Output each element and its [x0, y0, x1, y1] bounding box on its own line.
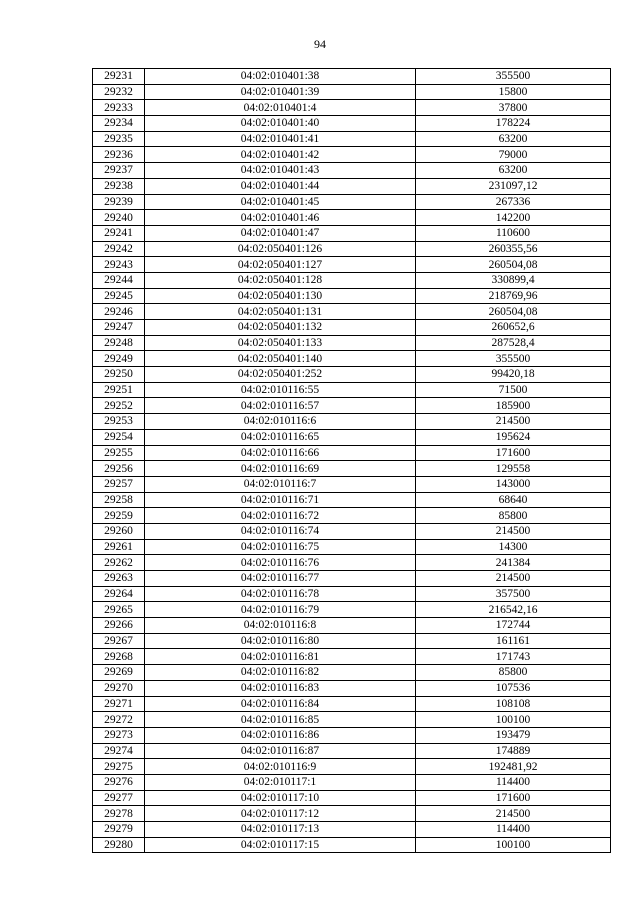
cadastral-number-cell: 04:02:010116:77: [145, 571, 416, 587]
row-number-cell: 29233: [93, 100, 145, 116]
table-row: [93, 523, 611, 539]
value-cell: 216542,16: [416, 602, 611, 618]
value-cell: 260504,08: [416, 304, 611, 320]
table-row: [93, 398, 611, 414]
table-row: [93, 131, 611, 147]
cadastral-number-cell: 04:02:010117:15: [145, 837, 416, 853]
cadastral-number-cell: 04:02:010116:84: [145, 696, 416, 712]
cadastral-number-cell: 04:02:010116:79: [145, 602, 416, 618]
cadastral-number-cell: 04:02:010401:45: [145, 194, 416, 210]
cadastral-number-cell: 04:02:010401:40: [145, 116, 416, 132]
cadastral-number-cell: 04:02:010401:47: [145, 225, 416, 241]
value-cell: 214500: [416, 571, 611, 587]
table-row: [93, 492, 611, 508]
table-row: [93, 774, 611, 790]
row-number-cell: 29266: [93, 618, 145, 634]
row-number-cell: 29278: [93, 806, 145, 822]
table-row: [93, 147, 611, 163]
row-number-cell: 29275: [93, 759, 145, 775]
table-row: [93, 257, 611, 273]
value-cell: 110600: [416, 225, 611, 241]
table-row: [93, 414, 611, 430]
cadastral-number-cell: 04:02:050401:131: [145, 304, 416, 320]
row-number-cell: 29245: [93, 288, 145, 304]
row-number-cell: 29267: [93, 633, 145, 649]
cadastral-number-cell: 04:02:010401:38: [145, 69, 416, 85]
table-row: [93, 225, 611, 241]
value-cell: 63200: [416, 131, 611, 147]
row-number-cell: 29276: [93, 774, 145, 790]
cadastral-number-cell: 04:02:010116:87: [145, 743, 416, 759]
row-number-cell: 29280: [93, 837, 145, 853]
value-cell: 107536: [416, 680, 611, 696]
value-cell: 267336: [416, 194, 611, 210]
row-number-cell: 29257: [93, 476, 145, 492]
value-cell: 142200: [416, 210, 611, 226]
value-cell: 355500: [416, 351, 611, 367]
table-row: [93, 539, 611, 555]
table-row: [93, 508, 611, 524]
cadastral-number-cell: 04:02:010401:43: [145, 163, 416, 179]
row-number-cell: 29231: [93, 69, 145, 85]
value-cell: 241384: [416, 555, 611, 571]
row-number-cell: 29235: [93, 131, 145, 147]
cadastral-number-cell: 04:02:010116:82: [145, 665, 416, 681]
row-number-cell: 29263: [93, 571, 145, 587]
table-row: [93, 665, 611, 681]
row-number-cell: 29237: [93, 163, 145, 179]
row-number-cell: 29243: [93, 257, 145, 273]
row-number-cell: 29274: [93, 743, 145, 759]
row-number-cell: 29273: [93, 727, 145, 743]
value-cell: 68640: [416, 492, 611, 508]
value-cell: 174889: [416, 743, 611, 759]
cadastral-number-cell: 04:02:010401:39: [145, 84, 416, 100]
row-number-cell: 29256: [93, 461, 145, 477]
row-number-cell: 29268: [93, 649, 145, 665]
table-row: [93, 116, 611, 132]
value-cell: 355500: [416, 69, 611, 85]
table-row: [93, 288, 611, 304]
cadastral-number-cell: 04:02:010401:46: [145, 210, 416, 226]
cadastral-number-cell: 04:02:050401:133: [145, 335, 416, 351]
cadastral-number-cell: 04:02:050401:140: [145, 351, 416, 367]
table-row: [93, 429, 611, 445]
value-cell: 37800: [416, 100, 611, 116]
table-row: [93, 304, 611, 320]
row-number-cell: 29248: [93, 335, 145, 351]
row-number-cell: 29271: [93, 696, 145, 712]
table-row: [93, 618, 611, 634]
table-row: [93, 759, 611, 775]
table-row: [93, 633, 611, 649]
table-row: [93, 320, 611, 336]
table-row: [93, 555, 611, 571]
cadastral-number-cell: 04:02:010116:74: [145, 523, 416, 539]
cadastral-number-cell: 04:02:010116:57: [145, 398, 416, 414]
cadastral-number-cell: 04:02:010116:7: [145, 476, 416, 492]
table-row: [93, 367, 611, 383]
cadastral-number-cell: 04:02:010116:76: [145, 555, 416, 571]
table-row: [93, 272, 611, 288]
row-number-cell: 29238: [93, 178, 145, 194]
row-number-cell: 29264: [93, 586, 145, 602]
table-row: [93, 178, 611, 194]
table-row: [93, 712, 611, 728]
cadastral-number-cell: 04:02:010116:71: [145, 492, 416, 508]
row-number-cell: 29247: [93, 320, 145, 336]
cadastral-number-cell: 04:02:010401:42: [145, 147, 416, 163]
row-number-cell: 29259: [93, 508, 145, 524]
table-row: [93, 806, 611, 822]
table-row: [93, 382, 611, 398]
value-cell: 357500: [416, 586, 611, 602]
value-cell: 114400: [416, 822, 611, 838]
table-row: [93, 680, 611, 696]
cadastral-number-cell: 04:02:050401:126: [145, 241, 416, 257]
table-row: [93, 163, 611, 179]
row-number-cell: 29234: [93, 116, 145, 132]
table-row: [93, 571, 611, 587]
row-number-cell: 29242: [93, 241, 145, 257]
row-number-cell: 29272: [93, 712, 145, 728]
value-cell: 85800: [416, 665, 611, 681]
cadastral-number-cell: 04:02:010117:12: [145, 806, 416, 822]
value-cell: 171600: [416, 445, 611, 461]
row-number-cell: 29239: [93, 194, 145, 210]
cadastral-number-cell: 04:02:010401:44: [145, 178, 416, 194]
value-cell: 79000: [416, 147, 611, 163]
cadastral-number-cell: 04:02:050401:127: [145, 257, 416, 273]
value-cell: 214500: [416, 806, 611, 822]
table-body: [93, 69, 611, 853]
row-number-cell: 29253: [93, 414, 145, 430]
row-number-cell: 29240: [93, 210, 145, 226]
page-number: 94: [314, 37, 326, 51]
value-cell: 14300: [416, 539, 611, 555]
cadastral-number-cell: 04:02:010401:4: [145, 100, 416, 116]
value-cell: 143000: [416, 476, 611, 492]
cadastral-number-cell: 04:02:010116:86: [145, 727, 416, 743]
row-number-cell: 29232: [93, 84, 145, 100]
value-cell: 129558: [416, 461, 611, 477]
row-number-cell: 29251: [93, 382, 145, 398]
value-cell: 99420,18: [416, 367, 611, 383]
table-row: [93, 649, 611, 665]
value-cell: 330899,4: [416, 272, 611, 288]
table-row: [93, 335, 611, 351]
value-cell: 178224: [416, 116, 611, 132]
table-row: [93, 351, 611, 367]
table-row: [93, 194, 611, 210]
value-cell: 185900: [416, 398, 611, 414]
row-number-cell: 29269: [93, 665, 145, 681]
value-cell: 193479: [416, 727, 611, 743]
table-row: [93, 84, 611, 100]
cadastral-number-cell: 04:02:050401:132: [145, 320, 416, 336]
table-row: [93, 100, 611, 116]
value-cell: 260504,08: [416, 257, 611, 273]
value-cell: 114400: [416, 774, 611, 790]
value-cell: 171743: [416, 649, 611, 665]
row-number-cell: 29236: [93, 147, 145, 163]
value-cell: 231097,12: [416, 178, 611, 194]
value-cell: 108108: [416, 696, 611, 712]
row-number-cell: 29261: [93, 539, 145, 555]
cadastral-number-cell: 04:02:010116:8: [145, 618, 416, 634]
table-row: [93, 445, 611, 461]
cadastral-number-cell: 04:02:010116:55: [145, 382, 416, 398]
cadastral-number-cell: 04:02:010116:9: [145, 759, 416, 775]
cadastral-number-cell: 04:02:010116:66: [145, 445, 416, 461]
value-cell: 63200: [416, 163, 611, 179]
row-number-cell: 29244: [93, 272, 145, 288]
value-cell: 15800: [416, 84, 611, 100]
cadastral-number-cell: 04:02:010116:83: [145, 680, 416, 696]
row-number-cell: 29265: [93, 602, 145, 618]
value-cell: 218769,96: [416, 288, 611, 304]
cadastral-number-cell: 04:02:010116:72: [145, 508, 416, 524]
cadastral-number-cell: 04:02:050401:130: [145, 288, 416, 304]
value-cell: 85800: [416, 508, 611, 524]
value-cell: 195624: [416, 429, 611, 445]
table-row: [93, 743, 611, 759]
row-number-cell: 29262: [93, 555, 145, 571]
cadastral-number-cell: 04:02:010117:1: [145, 774, 416, 790]
cadastral-number-cell: 04:02:010116:78: [145, 586, 416, 602]
value-cell: 100100: [416, 837, 611, 853]
row-number-cell: 29255: [93, 445, 145, 461]
table-row: [93, 727, 611, 743]
row-number-cell: 29250: [93, 367, 145, 383]
value-cell: 260355,56: [416, 241, 611, 257]
cadastral-number-cell: 04:02:010116:85: [145, 712, 416, 728]
cadastral-number-cell: 04:02:010116:65: [145, 429, 416, 445]
table-row: [93, 241, 611, 257]
value-cell: 287528,4: [416, 335, 611, 351]
row-number-cell: 29279: [93, 822, 145, 838]
value-cell: 214500: [416, 414, 611, 430]
value-cell: 214500: [416, 523, 611, 539]
table-row: [93, 461, 611, 477]
cadastral-number-cell: 04:02:010116:81: [145, 649, 416, 665]
value-cell: 192481,92: [416, 759, 611, 775]
table-row: [93, 822, 611, 838]
row-number-cell: 29254: [93, 429, 145, 445]
table-row: [93, 602, 611, 618]
cadastral-number-cell: 04:02:010116:75: [145, 539, 416, 555]
row-number-cell: 29260: [93, 523, 145, 539]
table-row: [93, 69, 611, 85]
row-number-cell: 29249: [93, 351, 145, 367]
data-table: [92, 68, 611, 853]
row-number-cell: 29277: [93, 790, 145, 806]
cadastral-number-cell: 04:02:010116:80: [145, 633, 416, 649]
table-row: [93, 586, 611, 602]
cadastral-number-cell: 04:02:050401:128: [145, 272, 416, 288]
value-cell: 260652,6: [416, 320, 611, 336]
row-number-cell: 29241: [93, 225, 145, 241]
value-cell: 100100: [416, 712, 611, 728]
row-number-cell: 29246: [93, 304, 145, 320]
row-number-cell: 29270: [93, 680, 145, 696]
cadastral-number-cell: 04:02:010116:69: [145, 461, 416, 477]
table-row: [93, 837, 611, 853]
value-cell: 71500: [416, 382, 611, 398]
cadastral-number-cell: 04:02:010401:41: [145, 131, 416, 147]
value-cell: 161161: [416, 633, 611, 649]
cadastral-number-cell: 04:02:050401:252: [145, 367, 416, 383]
table-row: [93, 790, 611, 806]
row-number-cell: 29258: [93, 492, 145, 508]
table-row: [93, 696, 611, 712]
cadastral-number-cell: 04:02:010117:10: [145, 790, 416, 806]
table-row: [93, 210, 611, 226]
cadastral-number-cell: 04:02:010117:13: [145, 822, 416, 838]
table-row: [93, 476, 611, 492]
value-cell: 171600: [416, 790, 611, 806]
cadastral-number-cell: 04:02:010116:6: [145, 414, 416, 430]
row-number-cell: 29252: [93, 398, 145, 414]
value-cell: 172744: [416, 618, 611, 634]
